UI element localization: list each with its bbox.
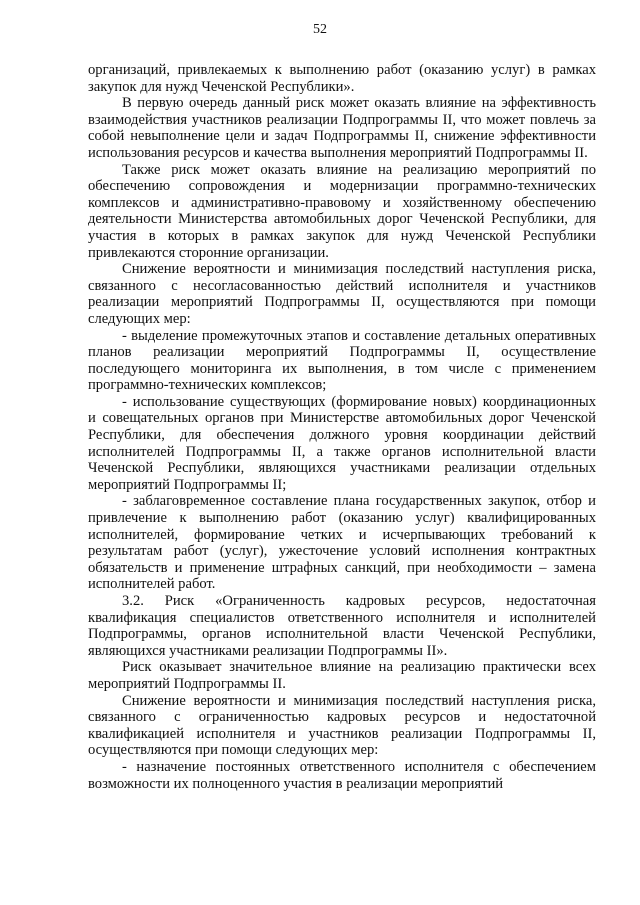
page-number: 52 [313,22,327,37]
paragraph-risk-3-2-impact: Риск оказывает значительное влияние на реализацию практически всех мероприятий Подпрограммы II. [88,659,596,692]
list-item-procurement-plan: - заблаговременное составление плана государственных закупок, отбор и привлечение к выполнению работ (оказанию услуг) квалифицированных исполнителей, формирование четких и исчерпывающих требований к результатам работ (услуг), ужесточение условий исполнения контрактных обязательств и применение штрафных санкций, при необходимости – замена исполнителей работ. [88,493,596,593]
paragraph-risk-impact: В первую очередь данный риск может оказать влияние на эффективность взаимодействия участников реализации Подпрограммы II, что может повлечь за собой невыполнение цели и задач Подпрограммы II, снижение эффективности использования ресурсов и качества выполнения мероприятий Подпрограммы II. [88,95,596,161]
list-item-responsible-executor: - назначение постоянных ответственного исполнителя с обеспечением возможности их полноценного участия в реализации мероприятий [88,758,596,792]
paragraph-risk-influence: Также риск может оказать влияние на реализацию мероприятий по обеспечению сопровождения и модернизации программно-технических комплексов и административно-правовому и хозяйственному обеспечению деятельности Министерства автомобильных дорог Чеченской Республики, для участия в которых в рамках закупок для нужд Чеченской Республики привлекаются сторонние организации. [88,161,596,261]
paragraph-mitigation-intro-2: Снижение вероятности и минимизация последствий наступления риска, связанного с ограниченностью кадровых ресурсов и недостаточной квалификацией исполнителя и участников реализации Подпрограммы II, осуществляются при помощи следующих мер: [88,692,596,759]
document-body [88,62,596,792]
paragraph-continued: организаций, привлекаемых к выполнению работ (оказанию услуг) в рамках закупок для нужд Чеченской Республики». [88,62,596,95]
list-item-interim-stages: - выделение промежуточных этапов и составление детальных оперативных планов реализации мероприятий Подпрограммы II, осуществление последующего мониторинга их выполнения, в том числе с применением программно-технических комплексов; [88,327,596,394]
paragraph-risk-3-2: 3.2. Риск «Ограниченность кадровых ресурсов, недостаточная квалификация специалистов ответственного исполнителя и исполнителей Подпрограммы, органов исполнительной власти Чеченской Республики, являющихся участниками реализации Подпрограммы II». [88,593,596,659]
paragraph-mitigation-intro: Снижение вероятности и минимизация последствий наступления риска, связанного с несогласованностью действий исполнителя и участников реализации мероприятий Подпрограммы II, осуществляются при помощи следующих мер: [88,261,596,327]
list-item-coordination-bodies: - использование существующих (формирование новых) координационных и совещательных органов при Министерстве автомобильных дорог Чеченской Республики, для обеспечения должного уровня координации действий исполнителей Подпрограммы II, а также органов исполнительной власти Чеченской Республики, являющихся участниками реализации отдельных мероприятий Подпрограммы II; [88,393,596,493]
